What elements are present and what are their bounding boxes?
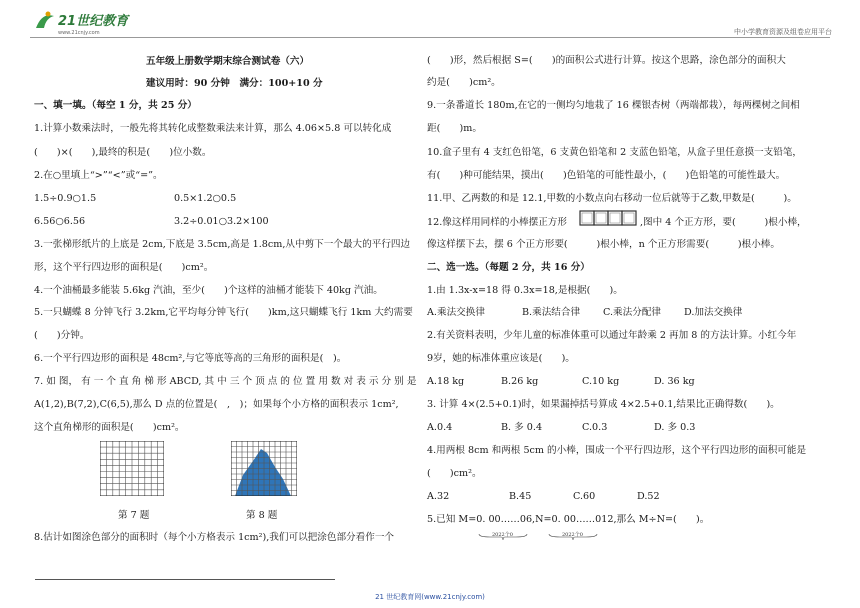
site-logo: [32, 6, 142, 36]
c5-brace-label-m: 2022个0: [492, 532, 513, 538]
c2-line1: 2.有关资料表明，少年儿童的标准体重可以通过年龄乘 2 再加 8 的方法计算。小红今年: [427, 330, 797, 341]
q2-stem: 2.在○里填上“>”“<”或“=”。: [34, 170, 163, 181]
c5-brace-m: [478, 525, 528, 544]
q2-item-1: 1.5÷0.9○1.5: [34, 193, 97, 204]
c3-option-a: A.0.4: [427, 422, 453, 433]
q9-line2: 距( )m。: [427, 123, 482, 134]
q2-item-3: 6.56○6.56: [34, 216, 86, 227]
header-divider: [30, 37, 830, 38]
c2-option-d: D. 36 kg: [654, 376, 695, 387]
q5-line2: ( )分钟。: [34, 330, 90, 341]
c5-brace-n: [548, 525, 598, 544]
q2-item-4: 3.2÷0.01○3.2×100: [174, 216, 269, 227]
c5-brace-label-n: 2022个0: [562, 532, 583, 538]
q10-line2: 有( )种可能结果，摸出( )色铅笔的可能性最小，( )色铅笔的可能性最大。: [427, 170, 786, 181]
exam-title: 五年级上册数学期末综合测试卷（六）: [146, 56, 310, 67]
footer-divider: [35, 579, 335, 580]
figure-8-caption: 第 8 题: [246, 510, 278, 521]
c1-option-a: A.乘法交换律: [427, 307, 485, 318]
q2-item-2: 0.5×1.2○0.5: [174, 193, 237, 204]
figure-7-caption: 第 7 题: [118, 510, 150, 521]
q7-line1: 7. 如 图， 有 一 个 直 角 梯 形 ABCD, 其 中 三 个 顶 点 的 位 置 用 数 对 表 示 分 别 是: [34, 376, 417, 387]
footer-text: 21 世纪教育网(www.21cnjy.com): [375, 593, 485, 601]
c3-stem: 3. 计算 4×(2.5+0.1)时，如果漏掉括号算成 4×2.5+0.1,结果比正确得数( )。: [427, 399, 780, 410]
q8-line1: 8.估计如图涂色部分的面积时（每个小方格表示 1cm²),我们可以把涂色部分看作一个: [34, 532, 395, 543]
section-choose: 二、选一选。（每题 2 分，共 16 分）: [427, 262, 590, 273]
c2-option-c: C.10 kg: [582, 376, 620, 387]
figure-7-grid: [100, 441, 164, 500]
q1-line1: 1.计算小数乘法时，一般先将其转化成整数乘法来计算，那么 4.06×5.8 可以转化成: [34, 123, 392, 134]
c4-line1: 4.用两根 8cm 和两根 5cm 的小棒，围成一个平行四边形，这个平行四边形的面积可能是: [427, 445, 807, 456]
platform-label: 中小学教育资源及组卷应用平台: [734, 28, 832, 36]
q7-line2: A(1,2),B(7,2),C(6,5),那么 D 点的位置是( , )；如果每个小方格的面积表示 1cm²,: [34, 399, 399, 410]
section-fill-in: 一、填一填。（每空 1 分，共 25 分）: [34, 100, 197, 111]
q12-line2: 像这样摆下去，摆 6 个正方形要( )根小棒，n 个正方形需要( )根小棒。: [427, 239, 780, 250]
c4-option-d: D.52: [637, 491, 660, 502]
c2-option-b: B.26 kg: [501, 376, 539, 387]
q8-line2: ( )形，然后根据 S=( )的面积公式进行计算。按这个思路，涂色部分的面积大: [427, 55, 786, 66]
q8-line3: 约是( )cm²。: [427, 77, 501, 88]
c4-option-c: C.60: [573, 491, 596, 502]
c5-stem: 5.已知 M=0. 00……06,N=0. 00……012,那么 M÷N=( )。: [427, 514, 710, 525]
q4: 4.一个油桶最多能装 5.6kg 汽油，至少( )个这样的油桶才能装下 40kg 汽油。: [34, 285, 383, 296]
c4-option-a: A.32: [427, 491, 450, 502]
q3-line1: 3.一张梯形纸片的上底是 2cm,下底是 3.5cm,高是 1.8cm,从中剪下一个最大的平行四边: [34, 239, 411, 250]
exam-subtitle: 建议用时：90 分钟 满分：100+10 分: [146, 78, 323, 89]
q9-line1: 9.一条番道长 180m,在它的一侧均匀地栽了 16 棵银杏树（两端都栽），每两棵树之间相: [427, 100, 800, 111]
c3-option-b: B. 多 0.4: [501, 422, 543, 433]
q5-line1: 5.一只蝴蝶 8 分钟飞行 3.2km,它平均每分钟飞行( )km,这只蝴蝶飞行 1km 大约需要: [34, 307, 413, 318]
q12-line1b: ,图中 4 个正方形，要( )根小棒，: [640, 217, 807, 228]
figure-8-grid: [231, 441, 297, 500]
matchstick-squares-figure: [579, 210, 639, 230]
c1-stem: 1.由 1.3x-x=18 得 0.3x=18,是根据( )。: [427, 285, 623, 296]
c3-option-c: C.0.3: [582, 422, 608, 433]
c2-option-a: A.18 kg: [427, 376, 465, 387]
c1-option-d: D.加法交换律: [684, 307, 743, 318]
c4-line2: ( )cm²。: [427, 468, 482, 479]
c2-line2: 9岁，她的标准体重应该是( )。: [427, 353, 575, 364]
q11: 11.甲、乙两数的和是 12.1,甲数的小数点向右移动一位后就等于乙数,甲数是( )。: [427, 193, 797, 204]
c1-option-c: C.乘法分配律: [603, 307, 662, 318]
q1-line2: ( )×( ),最终的积是( )位小数。: [34, 147, 212, 158]
svg-text:21世纪教育: 21世纪教育: [58, 14, 129, 29]
q6: 6.一个平行四边形的面积是 48cm²,与它等底等高的三角形的面积是( )。: [34, 353, 347, 364]
q7-line3: 这个直角梯形的面积是( )cm²。: [34, 422, 185, 433]
c1-option-b: B.乘法结合律: [522, 307, 581, 318]
svg-text:www.21cnjy.com: www.21cnjy.com: [58, 30, 100, 36]
q12-line1a: 12.像这样用同样的小棒摆正方形: [427, 217, 567, 228]
c4-option-b: B.45: [509, 491, 532, 502]
q3-line2: 形，这个平行四边形的面积是( )cm²。: [34, 262, 214, 273]
q10-line1: 10.盒子里有 4 支红色铅笔，6 支黄色铅笔和 2 支蓝色铅笔，从盒子里任意摸一支铅笔，: [427, 147, 803, 158]
c3-option-d: D. 多 0.3: [654, 422, 696, 433]
